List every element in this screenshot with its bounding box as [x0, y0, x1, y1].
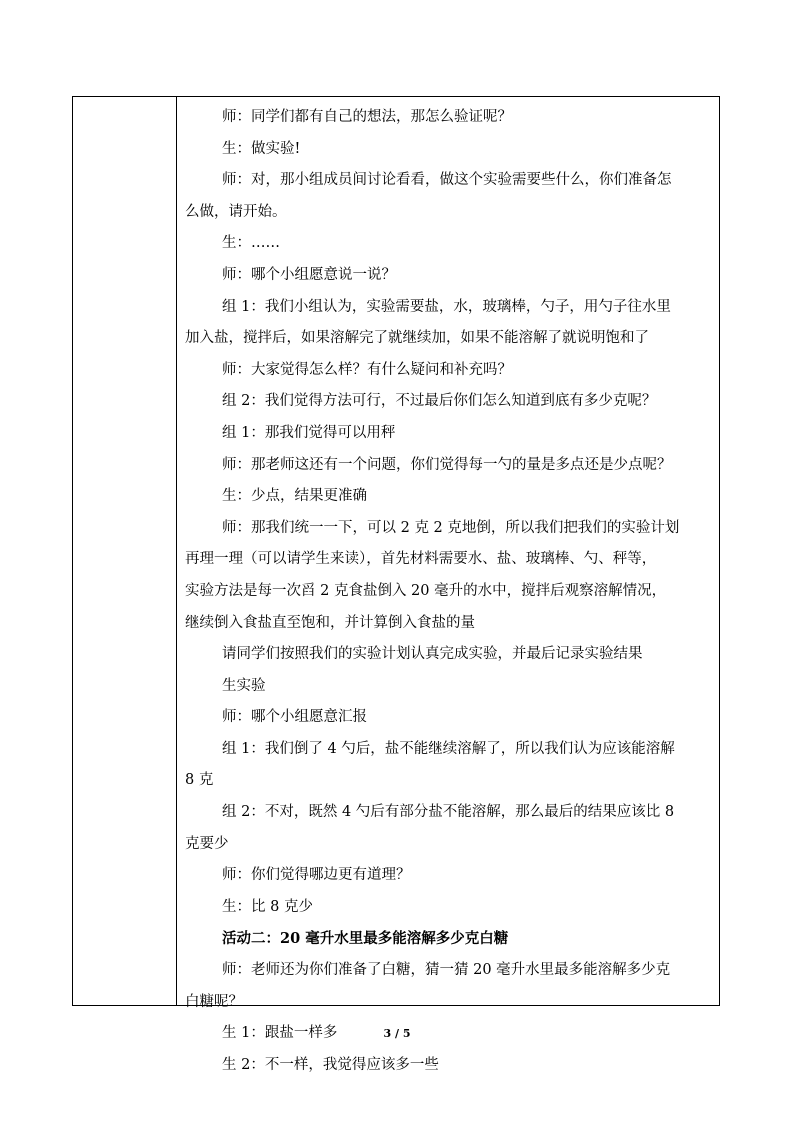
- dialogue-line: 生：做实验!: [222, 140, 301, 157]
- dialogue-line: 师：对，那小组成员间讨论看看，做这个实验需要些什么，你们准备怎: [222, 172, 672, 189]
- dialogue-line: 生：比 8 克少: [222, 898, 313, 915]
- dialogue-line: 师：那我们统一一下，可以 2 克 2 克地倒，所以我们把我们的实验计划: [222, 519, 680, 536]
- dialogue-line: 组 1：我们倒了 4 勺后，盐不能继续溶解了，所以我们认为应该能溶解: [222, 740, 675, 757]
- dialogue-line: 生：少点，结果更准确: [222, 488, 367, 505]
- dialogue-line: 生：……: [222, 235, 280, 252]
- dialogue-line: 生 1：跟盐一样多: [222, 1025, 338, 1042]
- dialogue-line: 请同学们按照我们的实验计划认真完成实验，并最后记录实验结果: [222, 646, 643, 663]
- page-number: 3 / 5: [383, 1027, 411, 1040]
- dialogue-line: 组 1：我们小组认为，实验需要盐，水，玻璃棒，勺子，用勺子往水里: [222, 298, 671, 315]
- dialogue-line: 加入盐，搅拌后，如果溶解完了就继续加，如果不能溶解了就说明饱和了: [185, 330, 649, 347]
- dialogue-line: 师：哪个小组愿意说一说？: [222, 266, 396, 283]
- dialogue-line: 么做，请开始。: [185, 203, 287, 220]
- dialogue-line: 生 2：不一样，我觉得应该多一些: [222, 1056, 439, 1073]
- dialogue-line: 再理一理（可以请学生来读），首先材料需要水、盐、玻璃棒、勺、秤等，: [185, 551, 657, 568]
- dialogue-line: 克要少: [185, 835, 229, 852]
- dialogue-line: 师：你们觉得哪边更有道理？: [222, 867, 411, 884]
- dialogue-line: 组 2：我们觉得方法可行，不过最后你们怎么知道到底有多少克呢？: [222, 393, 657, 410]
- activity-heading: 活动二：20 毫升水里最多能溶解多少克白糖: [222, 930, 509, 948]
- dialogue-line: 师：哪个小组愿意汇报: [222, 709, 367, 726]
- dialogue-line: 生实验: [222, 677, 266, 694]
- dialogue-line: 师：那老师这还有一个问题，你们觉得每一勺的量是多点还是少点呢？: [222, 456, 672, 473]
- dialogue-line: 组 2：不对，既然 4 勺后有部分盐不能溶解，那么最后的结果应该比 8: [222, 804, 675, 821]
- dialogue-line: 组 1：那我们觉得可以用秤: [222, 424, 396, 441]
- dialogue-line: 继续倒入食盐直至饱和，并计算倒入食盐的量: [185, 614, 475, 631]
- dialogue-line: 师：同学们都有自己的想法，那怎么验证呢？: [222, 109, 512, 125]
- dialogue-line: 师：老师还为你们准备了白糖，猜一猜 20 毫升水里最多能溶解多少克: [222, 962, 671, 979]
- dialogue-line: 8 克: [185, 772, 214, 789]
- dialogue-line: 师：大家觉得怎么样？有什么疑问和补充吗？: [222, 361, 512, 378]
- dialogue-line: 实验方法是每一次舀 2 克食盐倒入 20 毫升的水中，搅拌后观察溶解情况，: [185, 582, 667, 599]
- dialogue-line: 白糖呢？: [185, 993, 243, 1010]
